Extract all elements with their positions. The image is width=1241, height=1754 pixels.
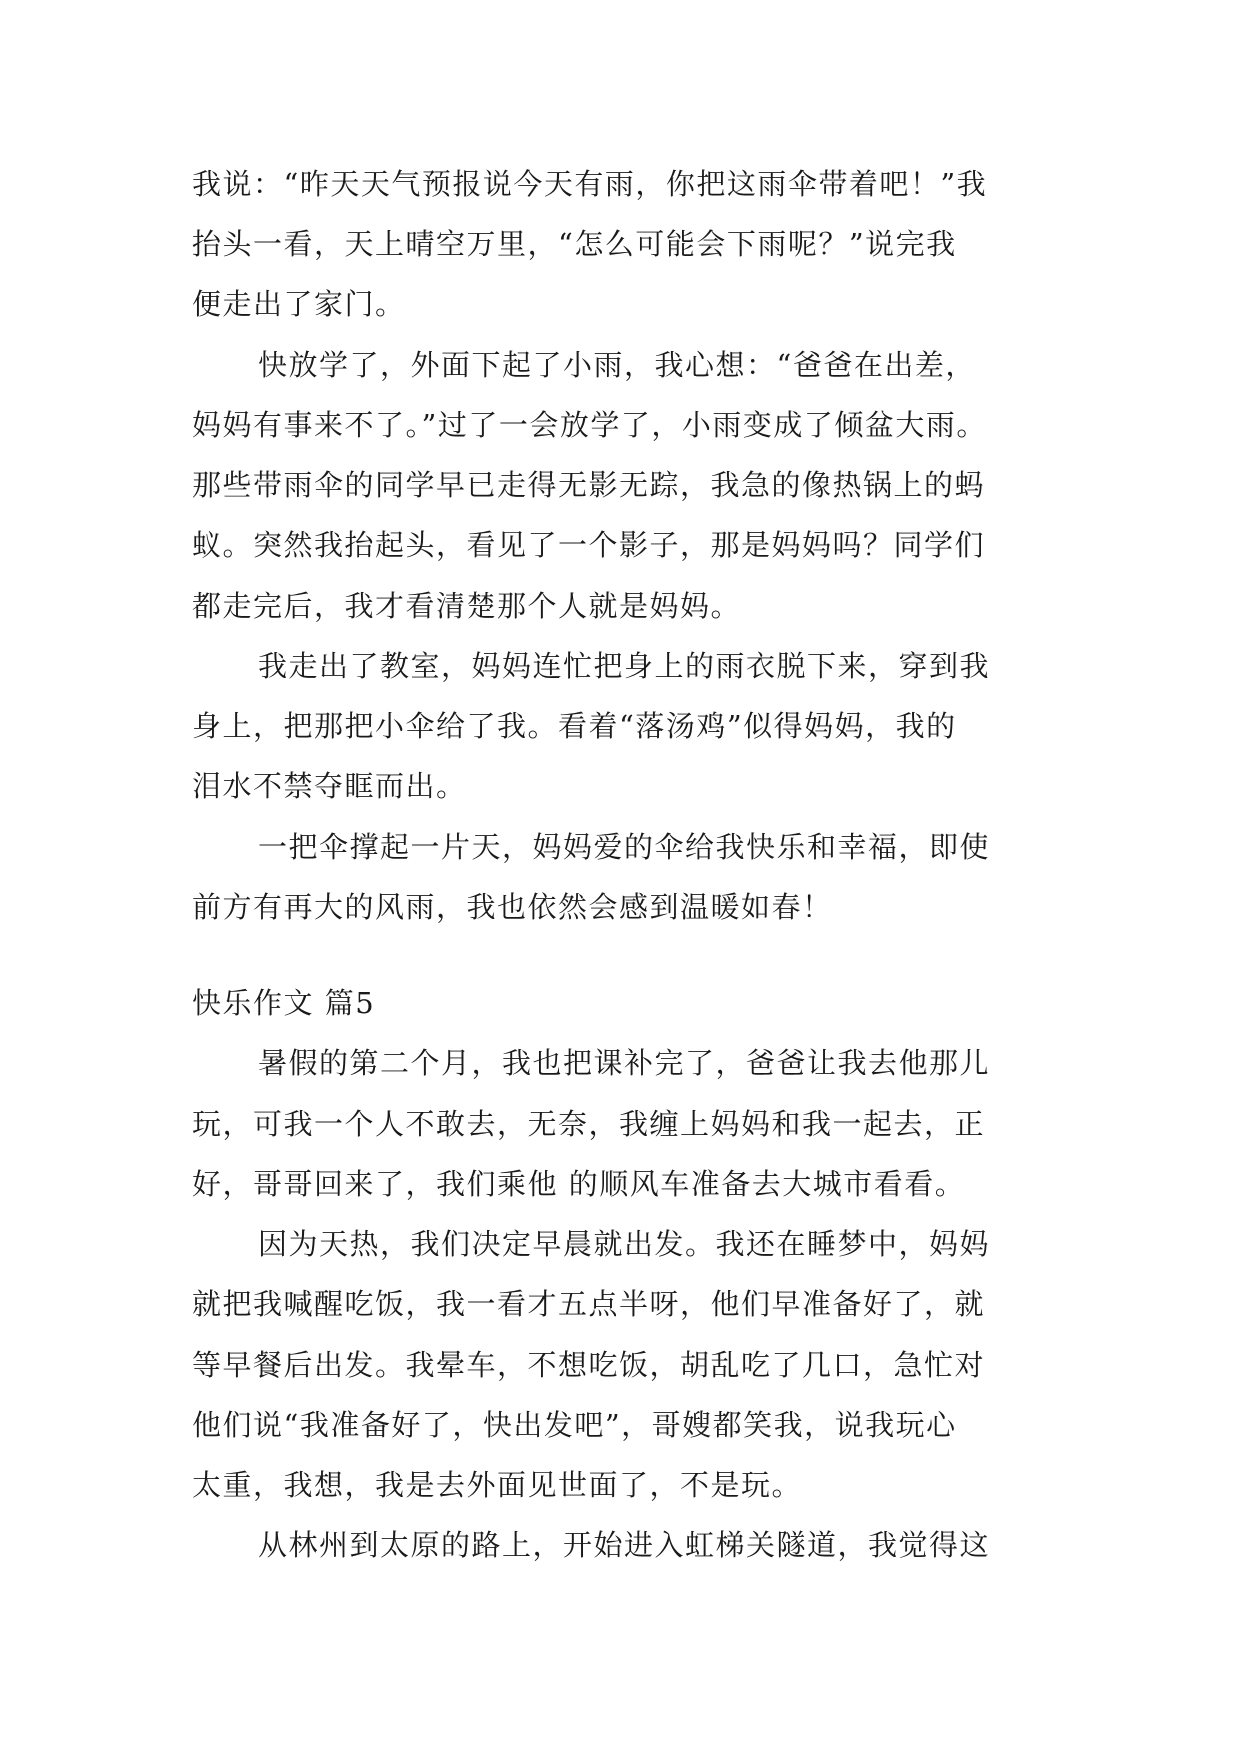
paragraph-first-line: 一把伞撑起一片天，妈妈爱的伞给我快乐和幸福，即使: [258, 830, 991, 864]
text-line: 便走出了家门。: [192, 287, 406, 321]
text-line: 抬头一看，天上晴空万里，“怎么可能会下雨呢？”说完我: [192, 227, 957, 261]
paragraph-first-line: 因为天热，我们决定早晨就出发。我还在睡梦中，妈妈: [258, 1227, 991, 1261]
text-line: 就把我喊醒吃饭，我一看才五点半呀，他们早准备好了，就: [192, 1287, 986, 1321]
text-line: 那些带雨伞的同学早已走得无影无踪，我急的像热锅上的蚂: [192, 468, 986, 502]
section-heading: 快乐作文 篇5: [192, 986, 376, 1020]
text-line: 泪水不禁夺眶而出。: [192, 769, 467, 803]
paragraph-first-line: 我走出了教室，妈妈连忙把身上的雨衣脱下来，穿到我: [258, 649, 991, 683]
text-line: 太重，我想，我是去外面见世面了，不是玩。: [192, 1468, 803, 1502]
text-line: 妈妈有事来不了。”过了一会放学了，小雨变成了倾盆大雨。: [192, 408, 987, 442]
text-line: 他们说“我准备好了，快出发吧”，哥嫂都笑我，说我玩心: [192, 1408, 957, 1442]
text-line: 玩，可我一个人不敢去，无奈，我缠上妈妈和我一起去，正: [192, 1107, 986, 1141]
paragraph-first-line: 快放学了，外面下起了小雨，我心想：“爸爸在出差，: [258, 348, 976, 382]
paragraph-first-line: 从林州到太原的路上，开始进入虹梯关隧道，我觉得这: [258, 1528, 991, 1562]
text-line: 好，哥哥回来了，我们乘他 的顺风车准备去大城市看看。: [192, 1167, 966, 1201]
paragraph-first-line: 暑假的第二个月，我也把课补完了，爸爸让我去他那儿: [258, 1046, 991, 1080]
text-line: 蚁。突然我抬起头，看见了一个影子，那是妈妈吗？同学们: [192, 528, 986, 562]
text-line: 前方有再大的风雨，我也依然会感到温暖如春！: [192, 890, 833, 924]
text-line: 等早餐后出发。我晕车，不想吃饭，胡乱吃了几口，急忙对: [192, 1348, 986, 1382]
text-line: 身上，把那把小伞给了我。看着“落汤鸡”似得妈妈，我的: [192, 709, 957, 743]
text-line: 我说：“昨天天气预报说今天有雨，你把这雨伞带着吧！”我: [192, 167, 988, 201]
text-line: 都走完后，我才看清楚那个人就是妈妈。: [192, 589, 742, 623]
